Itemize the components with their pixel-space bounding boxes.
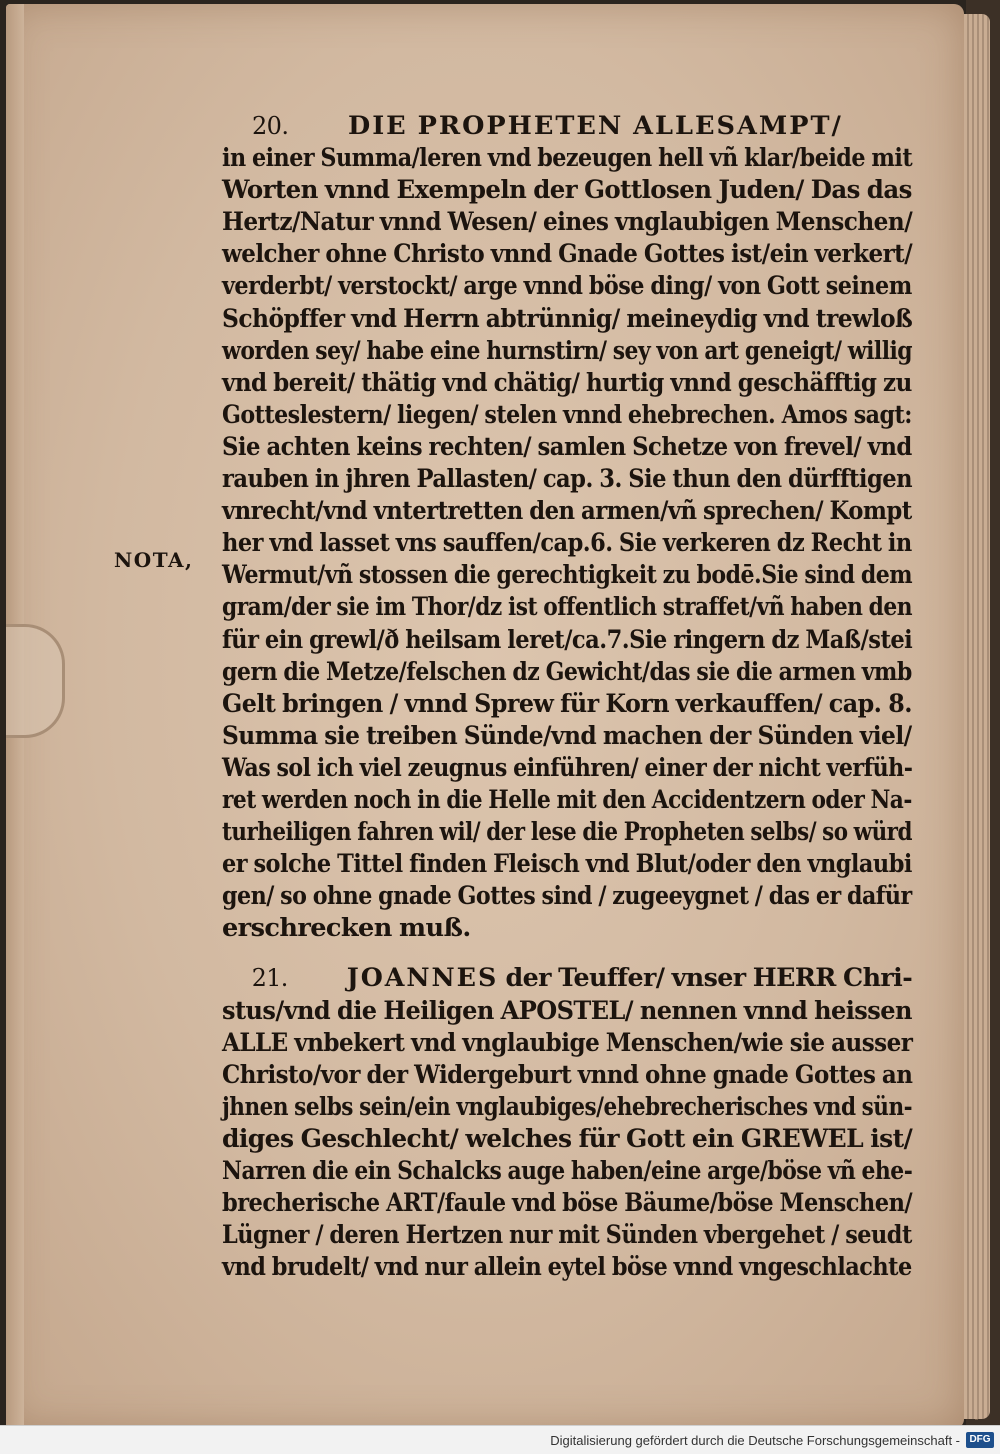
paragraph-gap [222,944,912,962]
text-line: Wermut/vñ stossen die gerechtigkeit zu bodē.Sie sind dem [222,560,913,591]
paragraph-21-heading-line [222,962,913,994]
text-line: brecherische ART/faule vnd böse Bäume/böse Menschen/ [222,1188,913,1219]
text-line: ret werden noch in die Helle mit den Accidentzern oder Na- [222,784,912,815]
text-line: Summa sie treiben Sünde/vnd machen der Sünden viel/ [222,720,912,751]
text-line: Sie achten keins rechten/ samlen Schetze von frevel/ vnd [222,431,912,462]
text-line: Was sol ich viel zeugnus einführen/ einer der nicht verfüh- [222,752,913,783]
text-line: Hertz/Natur vnnd Wesen/ eines vnglaubigen Menschen/ [222,207,913,238]
text-line: welcher ohne Christo vnnd Gnade Gottes ist/ein verkert/ [222,239,913,270]
text-line: erschrecken muß. [222,913,471,944]
paragraph-number: 20. [252,112,289,140]
text-line: rauben in jhren Pallasten/ cap. 3. Sie thun den dürfftigen [222,464,913,495]
text-line: für ein grewl/ð heilsam leret/ca.7.Sie ringern dz Maß/stei [222,624,913,655]
page-stack-edge [964,14,990,1419]
text-block [222,110,912,1283]
footer-credit: Digitalisierung gefördert durch die Deutsche Forschungsgemeinschaft - [550,1433,960,1448]
paragraph-20-heading-line [222,110,912,142]
text-line: Lügner / deren Hertzen nur mit Sünden vbergehet / seudt [222,1220,912,1251]
footer-bar [0,1425,1000,1454]
page-fold-strap [6,624,65,738]
text-line: gern die Metze/felschen dz Gewicht/das sie die armen vmb [222,656,912,687]
paragraph-lead: DIE PROPHETEN ALLESAMPT/ [348,111,843,141]
text-line: ALLE vnbekert vnd vnglaubige Menschen/wie sie ausser [222,1027,913,1058]
text-line: vnd brudelt/ vnd nur allein eytel böse vnnd vngeschlachte [222,1252,912,1283]
text-line: verderbt/ verstockt/ arge vnnd böse ding/ von Gott seinem [222,271,912,302]
paragraph-21-body [222,995,912,1284]
text-line: diges Geschlecht/ welches für Gott ein GREWEL ist/ [222,1123,913,1154]
text-line: jhnen selbs sein/ein vnglaubiges/ehebrecherisches vnd sün- [222,1091,913,1122]
text-line: Narren die ein Schalcks auge haben/eine arge/böse vñ ehe- [222,1156,913,1186]
margin-note: NOTA, [114,548,194,572]
text-line: Schöpffer vnd Herrn abtrünnig/ meineydig vnd trewloß [222,303,913,334]
dfg-logo: DFG [966,1432,994,1448]
paragraph-20-body [222,142,912,944]
text-line: Gotteslestern/ liegen/ stelen vnnd ehebrechen. Amos sagt: [222,399,912,430]
text-line: vnrecht/vnd vntertretten den armen/vñ sprechen/ Kompt [222,496,912,527]
paragraph-first-line: der Teuffer/ vnser HERR Chri- [505,963,913,994]
text-line: er solche Tittel finden Fleisch vnd Blut/oder den vnglaubi [222,849,912,880]
text-line: Christo/vor der Widergeburt vnnd ohne gnade Gottes an [222,1059,913,1090]
paragraph-lead: JOANNES [346,963,499,994]
text-line: worden sey/ habe eine hurnstirn/ sey von art geneigt/ willig [222,335,913,366]
text-line: vnd bereit/ thätig vnd chätig/ hurtig vnnd geschäfftig zu [222,367,912,398]
paragraph-number: 21. [251,964,288,993]
text-line: in einer Summa/leren vnd bezeugen hell vñ klar/beide mit [222,143,913,174]
text-line: her vnd lasset vns sauffen/cap.6. Sie verkeren dz Recht in [222,528,912,559]
text-line: Worten vnnd Exempeln der Gottlosen Juden/ Das das [222,175,912,206]
text-line: Gelt bringen / vnnd Sprew für Korn verkauffen/ cap. 8. [222,688,912,719]
text-line: gram/der sie im Thor/dz ist offentlich straffet/vñ haben den [222,592,913,623]
text-line: stus/vnd die Heiligen APOSTEL/ nennen vnnd heissen [222,995,912,1026]
text-line: turheiligen fahren wil/ der lese die Propheten selbs/ so würd [222,817,912,848]
text-line: gen/ so ohne gnade Gottes sind / zugeeygnet / das er dafür [222,881,912,912]
